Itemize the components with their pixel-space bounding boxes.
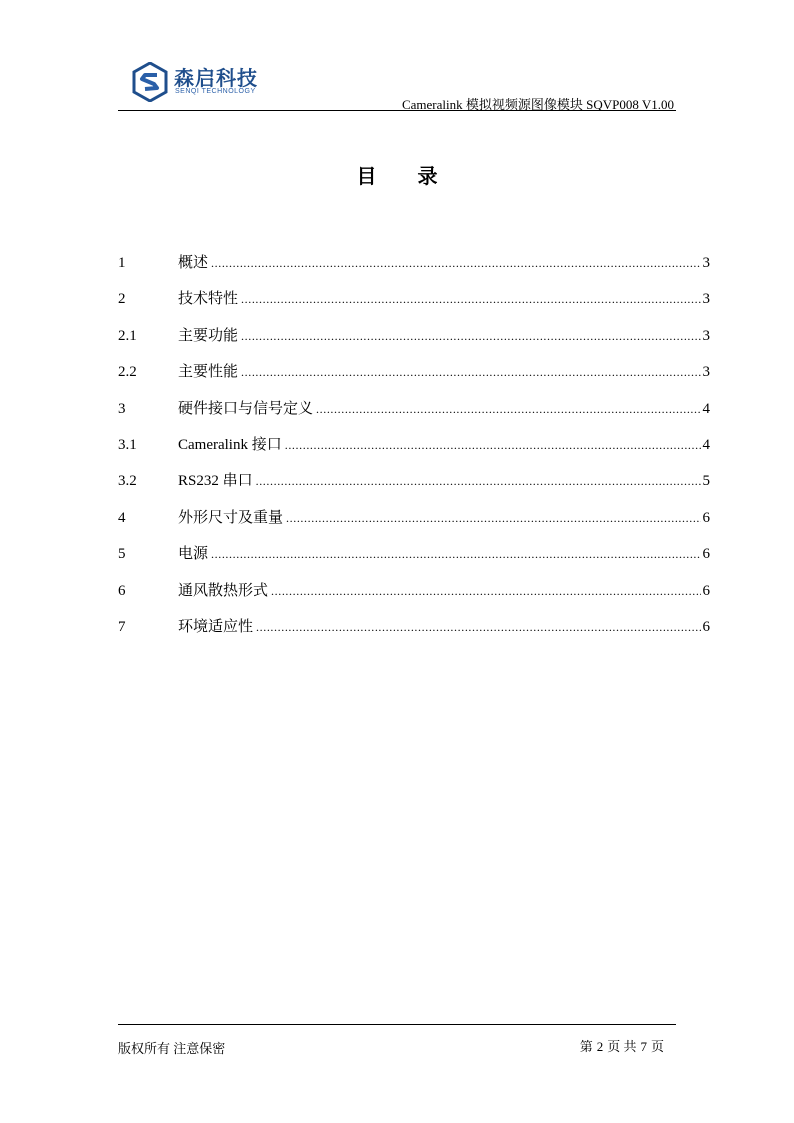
footer-divider xyxy=(118,1024,676,1025)
toc-entry-number: 1 xyxy=(118,255,126,271)
toc-heading: 目 录 xyxy=(356,166,456,188)
toc-entry-page: 4 xyxy=(702,400,710,417)
copyright-notice: 版权所有 注意保密 xyxy=(118,1041,226,1056)
toc-dot-leader xyxy=(211,542,700,566)
toc-entry-number: 3.1 xyxy=(118,436,137,453)
toc-entry-page: 3 xyxy=(702,255,710,271)
toc-entry[interactable] xyxy=(118,506,710,542)
toc-entry-page: 3 xyxy=(702,327,710,344)
page-counter xyxy=(578,1036,666,1055)
toc-entry-title: RS232 串口 xyxy=(178,473,253,490)
current-page-number: 2 xyxy=(596,1039,604,1054)
page-footer xyxy=(118,1024,676,1056)
header-divider xyxy=(118,110,676,111)
toc-dot-leader xyxy=(211,251,700,275)
toc-entry-page: 4 xyxy=(702,436,710,453)
toc-entry-number: 3.2 xyxy=(118,473,137,490)
page-counter-prefix: 第 xyxy=(579,1039,593,1054)
logo-chinese-name: 森启科技 xyxy=(174,66,258,90)
table-of-contents xyxy=(118,251,710,651)
page-counter-suffix: 页 xyxy=(650,1039,664,1054)
toc-entry-page: 5 xyxy=(702,473,710,490)
toc-dot-leader xyxy=(286,506,700,530)
toc-entry[interactable] xyxy=(118,579,710,615)
toc-entry-title: 外形尺寸及重量 xyxy=(178,509,284,526)
toc-dot-leader xyxy=(241,287,700,311)
toc-entry[interactable] xyxy=(118,251,710,287)
toc-entry-number: 2.1 xyxy=(118,327,137,344)
toc-dot-leader xyxy=(316,397,700,421)
toc-entry-page: 3 xyxy=(702,291,710,308)
toc-dot-leader xyxy=(241,324,700,348)
toc-entry-title: 通风散热形式 xyxy=(178,582,269,599)
toc-entry-page: 6 xyxy=(702,546,710,563)
toc-dot-leader xyxy=(271,579,700,603)
toc-entry[interactable] xyxy=(118,397,710,433)
toc-entry-number: 5 xyxy=(118,546,126,563)
toc-entry-title: 概述 xyxy=(178,255,209,271)
toc-dot-leader xyxy=(241,360,700,384)
toc-entry-number: 2.2 xyxy=(118,364,137,381)
logo-mark-icon xyxy=(132,62,168,102)
page-header xyxy=(118,58,676,110)
toc-dot-leader xyxy=(256,615,700,639)
toc-entry-title: 环境适应性 xyxy=(178,618,254,635)
toc-entry-page: 3 xyxy=(702,364,710,381)
toc-dot-leader xyxy=(256,469,701,493)
toc-entry-number: 2 xyxy=(118,291,126,308)
toc-entry-number: 6 xyxy=(118,582,126,599)
document-title: Cameralink 模拟视频源图像模块 SQVP008 V1.00 xyxy=(401,97,674,112)
toc-entry-title: 主要功能 xyxy=(178,327,239,344)
toc-entry[interactable] xyxy=(118,469,710,505)
total-page-number: 7 xyxy=(640,1039,647,1054)
toc-entry[interactable] xyxy=(118,324,710,360)
toc-entry-title: 主要性能 xyxy=(178,364,239,381)
toc-entry-number: 4 xyxy=(118,509,126,526)
company-logo xyxy=(132,58,282,104)
toc-entry[interactable] xyxy=(118,287,710,323)
toc-entry-title: 技术特性 xyxy=(178,291,239,308)
toc-dot-leader xyxy=(285,433,701,457)
toc-entry-title: 电源 xyxy=(178,546,209,563)
toc-entry[interactable] xyxy=(118,542,710,578)
toc-entry[interactable] xyxy=(118,615,710,651)
toc-entry-page: 6 xyxy=(702,509,710,526)
page-counter-middle: 页 共 xyxy=(607,1039,637,1054)
toc-entry-title: 硬件接口与信号定义 xyxy=(178,400,314,417)
toc-entry[interactable] xyxy=(118,433,710,469)
logo-english-name: SENQI TECHNOLOGY xyxy=(175,88,256,95)
toc-entry-page: 6 xyxy=(702,618,710,635)
toc-entry-number: 3 xyxy=(118,400,126,417)
toc-entry-title: Cameralink 接口 xyxy=(178,436,282,453)
toc-entry-page: 6 xyxy=(702,582,710,599)
toc-entry[interactable] xyxy=(118,360,710,396)
toc-entry-number: 7 xyxy=(118,618,126,635)
